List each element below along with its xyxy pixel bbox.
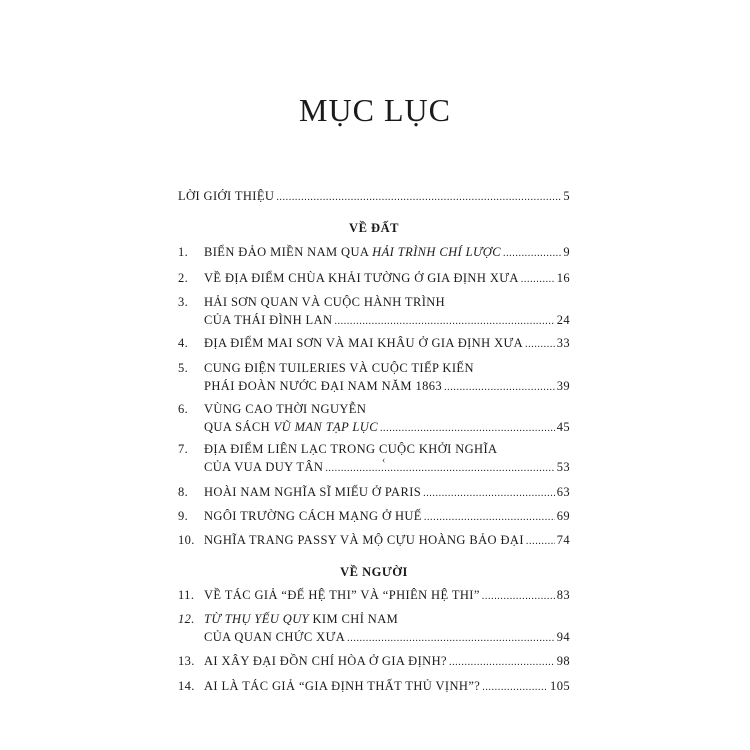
toc-entry-number: 14. bbox=[178, 679, 195, 693]
toc-entry-title: TỪ THỤ YẾU QUY KIM CHỈ NAM bbox=[204, 612, 399, 626]
dot-leader bbox=[449, 653, 555, 673]
toc-entry-title: BIỂN ĐẢO MIỀN NAM QUA HẢI TRÌNH CHÍ LƯỢC bbox=[204, 245, 501, 259]
toc-entry-title: ĐỊA ĐIỂM LIÊN LẠC TRONG CUỘC KHỞI NGHĨA bbox=[204, 442, 498, 456]
toc-entry-number: 7. bbox=[178, 442, 189, 456]
toc-entry-title: CUNG ĐIỆN TUILERIES VÀ CUỘC TIẾP KIẾN bbox=[204, 361, 474, 375]
dot-leader bbox=[444, 378, 555, 398]
dot-leader bbox=[423, 484, 555, 504]
toc-entry-6-line-1[interactable] bbox=[178, 399, 570, 419]
dot-leader bbox=[334, 312, 554, 332]
toc-entry-number: 3. bbox=[178, 295, 189, 309]
dot-leader bbox=[276, 188, 561, 208]
toc-entry-title: VỀ TÁC GIẢ “ĐẾ HỆ THI” VÀ “PHIÊN HỆ THI” bbox=[204, 588, 480, 602]
toc-entry-number: 10. bbox=[178, 533, 195, 547]
dot-leader bbox=[503, 244, 561, 264]
toc-entry-title: HOÀI NAM NGHĨA SĨ MIẾU Ở PARIS bbox=[204, 485, 422, 499]
toc-page-number: 63 bbox=[556, 485, 570, 499]
toc-entry-number: 1. bbox=[178, 245, 189, 259]
toc-entry-number: 6. bbox=[178, 402, 189, 416]
toc-entry-title: VÙNG CAO THỜI NGUYỄN bbox=[204, 402, 367, 416]
toc-page-number: 5 bbox=[563, 189, 570, 203]
toc-entry-title: CỦA VUA DUY TÂN bbox=[204, 460, 324, 474]
dot-leader bbox=[482, 587, 555, 607]
dot-leader bbox=[424, 508, 555, 528]
page-title: MỤC LỤC bbox=[299, 92, 451, 128]
toc-page-number: 105 bbox=[550, 679, 570, 693]
dot-leader bbox=[380, 419, 555, 439]
toc-entry-title: CỦA QUAN CHỨC XƯA bbox=[204, 630, 346, 644]
dot-leader bbox=[325, 459, 554, 479]
toc-entry-number: 2. bbox=[178, 271, 189, 285]
toc-entry-3-line-1[interactable] bbox=[178, 292, 570, 312]
toc-entry-title: NGÔI TRƯỜNG CÁCH MẠNG Ở HUẾ bbox=[204, 509, 422, 523]
toc-entry-5-line-2[interactable] bbox=[178, 376, 570, 396]
toc-page-number: 83 bbox=[556, 588, 570, 602]
toc-page-number: 94 bbox=[556, 630, 570, 644]
toc-entry-title: AI LÀ TÁC GIẢ “GIA ĐỊNH THẤT THỦ VỊNH”? bbox=[204, 679, 481, 693]
toc-entry-11[interactable] bbox=[178, 585, 570, 605]
toc-entry-5-line-1[interactable] bbox=[178, 358, 570, 378]
toc-page-number: 39 bbox=[556, 379, 570, 393]
toc-entry-13[interactable] bbox=[178, 651, 570, 671]
toc-page-number: 98 bbox=[556, 654, 570, 668]
toc-entry-title: AI XÂY ĐẠI ĐỒN CHÍ HÒA Ở GIA ĐỊNH? bbox=[204, 654, 447, 668]
toc-entry-4[interactable] bbox=[178, 333, 570, 353]
dot-leader bbox=[526, 532, 555, 552]
toc-entry-number: 9. bbox=[178, 509, 189, 523]
toc-entry-title-italic: VŨ MAN TẠP LỤC bbox=[273, 420, 378, 434]
toc-entry-8[interactable] bbox=[178, 482, 570, 502]
toc-entry-title: CỦA THÁI ĐÌNH LAN bbox=[204, 313, 333, 327]
toc-entry-3-line-2[interactable] bbox=[178, 310, 570, 330]
toc-page-number: 69 bbox=[556, 509, 570, 523]
toc-page-number: 45 bbox=[556, 420, 570, 434]
toc-entry-14[interactable] bbox=[178, 676, 570, 696]
toc-entry-number: 13. bbox=[178, 654, 195, 668]
toc-page-number: 16 bbox=[556, 271, 570, 285]
toc-entry-number: 11. bbox=[178, 588, 195, 602]
toc-entry-title: HẢI SƠN QUAN VÀ CUỘC HÀNH TRÌNH bbox=[204, 295, 446, 309]
toc-entry-7-line-1[interactable] bbox=[178, 439, 570, 459]
toc-entry-number: 12. bbox=[178, 612, 195, 626]
toc-page-number: 33 bbox=[556, 336, 570, 350]
dot-leader bbox=[482, 678, 548, 698]
dot-leader bbox=[521, 270, 555, 290]
toc-entry-number: 4. bbox=[178, 336, 189, 350]
toc-entry-6-line-2[interactable] bbox=[178, 417, 570, 437]
toc-entry-label: LỜI GIỚI THIỆU bbox=[178, 189, 275, 203]
stray-mark: ‹ bbox=[382, 455, 386, 466]
dot-leader bbox=[347, 629, 555, 649]
toc-entry-title: PHÁI ĐOÀN NƯỚC ĐẠI NAM NĂM 1863 bbox=[204, 379, 443, 393]
toc-page-number: 24 bbox=[556, 313, 570, 327]
toc-page-number: 9 bbox=[563, 245, 570, 259]
toc-entry-10[interactable] bbox=[178, 530, 570, 550]
section-heading-land: VỀ ĐẤT bbox=[349, 221, 399, 235]
toc-entry-12-line-2[interactable] bbox=[178, 627, 570, 647]
toc-entry-title: ĐỊA ĐIỂM MAI SƠN VÀ MAI KHÂU Ở GIA ĐỊNH XƯA bbox=[204, 336, 524, 350]
toc-entry-number: 5. bbox=[178, 361, 189, 375]
toc-entry-9[interactable] bbox=[178, 506, 570, 526]
toc-entry-title-italic: HẢI TRÌNH CHÍ LƯỢC bbox=[372, 245, 501, 259]
toc-entry-number: 8. bbox=[178, 485, 189, 499]
toc-entry-1[interactable] bbox=[178, 242, 570, 262]
toc-page-number: 74 bbox=[556, 533, 570, 547]
section-heading-people: VỀ NGƯỜI bbox=[340, 565, 408, 579]
toc-page-number: 53 bbox=[556, 460, 570, 474]
dot-leader bbox=[525, 335, 555, 355]
toc-entry-title: VỀ ĐỊA ĐIỂM CHÙA KHẢI TƯỜNG Ở GIA ĐỊNH XƯA bbox=[204, 271, 519, 285]
toc-entry-2[interactable] bbox=[178, 268, 570, 288]
toc-entry-12-line-1[interactable] bbox=[178, 609, 570, 629]
toc-entry-title: QUA SÁCH VŨ MAN TẠP LỤC bbox=[204, 420, 378, 434]
toc-entry-title-italic: TỪ THỤ YẾU QUY bbox=[204, 612, 309, 626]
toc-entry-intro[interactable] bbox=[178, 186, 570, 206]
toc-entry-7-line-2[interactable] bbox=[178, 457, 570, 477]
toc-entry-title: NGHĨA TRANG PASSY VÀ MỘ CỰU HOÀNG BẢO ĐẠI bbox=[204, 533, 524, 547]
